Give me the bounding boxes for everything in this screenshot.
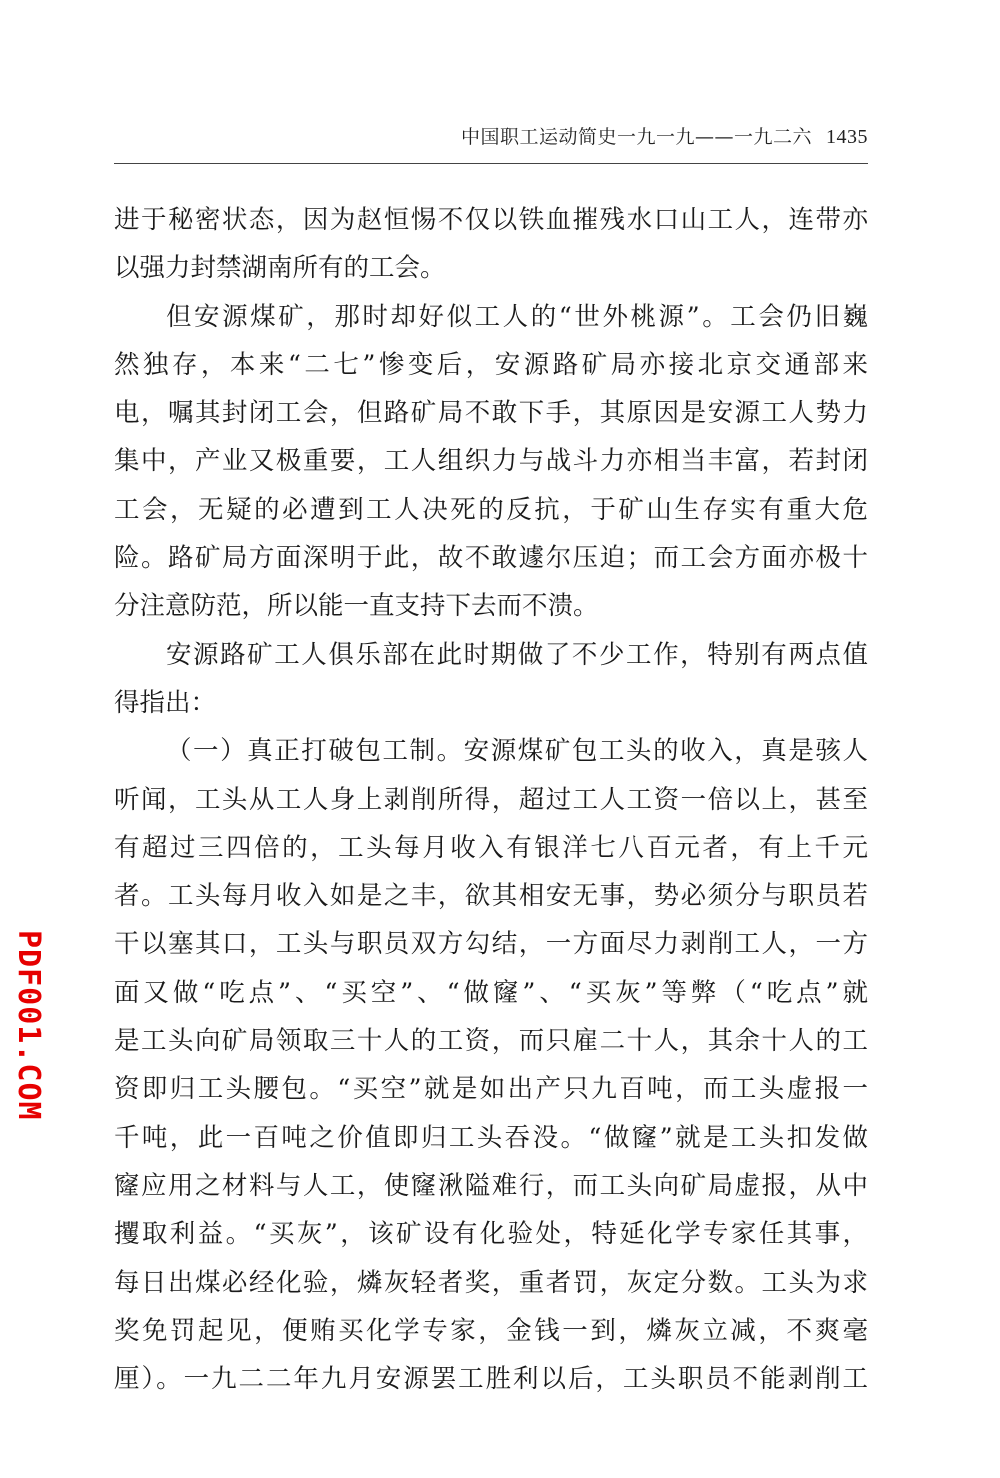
text-line-20: 千吨，此一百吨之价值即归工头吞没。“做窿”就是工头扣发做: [114, 1122, 868, 1153]
page-number: 1435: [826, 126, 868, 148]
text-line-11: 得指出：: [114, 687, 217, 718]
running-header: [114, 122, 868, 152]
text-line-2: 以强力封禁湖南所有的工会。: [114, 253, 446, 284]
text-line-22: 攫取利益。“买灰”，该矿设有化验处，特延化学专家任其事，: [114, 1219, 868, 1250]
text-line-5: 电，嘱其封闭工会，但路矿局不敢下手，其原因是安源工人势力: [114, 398, 868, 429]
text-line-6: 集中，产业又极重要，工人组织力与战斗力亦相当丰富，若封闭: [114, 446, 868, 477]
text-line-18: 是工头向矿局领取三十人的工资，而只雇二十人，其余十人的工: [114, 1026, 868, 1057]
text-line-19: 资即归工头腰包。“买空”就是如出产只九百吨，而工头虚报一: [114, 1074, 868, 1105]
text-line-9: 分注意防范，所以能一直支持下去而不溃。: [114, 591, 599, 622]
text-line-1: 进于秘密状态，因为赵恒惕不仅以铁血摧残水口山工人，连带亦: [114, 205, 868, 235]
header-rule: [114, 163, 868, 164]
text-line-14: 有超过三四倍的，工头每月收入有银洋七八百元者，有上千元: [114, 832, 868, 863]
watermark-logo: PDF001.COM: [11, 930, 46, 1121]
text-line-25: 厘）。一九二二年九月安源罢工胜利以后，工头职员不能剥削工: [114, 1364, 868, 1395]
text-line-16: 干以塞其口，工头与职员双方勾结，一方面尽力剥削工人，一方: [114, 929, 868, 960]
text-line-17: 面又做“吃点”、“买空”、“做窿”、“买灰”等弊（“吃点”就: [114, 977, 868, 1008]
text-line-13: 听闻，工头从工人身上剥削所得，超过工人工资一倍以上，甚至: [114, 784, 868, 815]
text-line-12: （一）真正打破包工制。安源煤矿包工头的收入，真是骇人: [166, 736, 868, 767]
text-line-24: 奖免罚起见，便贿买化学专家，金钱一到，燐灰立减，不爽毫: [114, 1315, 868, 1346]
text-line-7: 工会，无疑的必遭到工人决死的反抗，于矿山生存实有重大危: [114, 494, 868, 525]
text-line-23: 每日出煤必经化验，燐灰轻者奖，重者罚，灰定分数。工头为求: [114, 1267, 868, 1298]
text-line-3: 但安源煤矿，那时却好似工人的“世外桃源”。工会仍旧巍: [166, 301, 868, 332]
text-line-4: 然独存，本来“二七”惨变后，安源路矿局亦接北京交通部来: [114, 349, 868, 380]
text-line-10: 安源路矿工人俱乐部在此时期做了不少工作，特别有两点值: [166, 639, 868, 670]
text-line-15: 者。工头每月收入如是之丰，欲其相安无事，势必须分与职员若: [114, 881, 868, 912]
header-title: 中国职工运动简史一九一九——一九二六: [460, 126, 812, 148]
text-line-21: 窿应用之材料与人工，使窿湫隘难行，而工头向矿局虚报，从中: [114, 1170, 868, 1201]
body-text: [114, 196, 868, 1403]
text-line-8: 险。路矿局方面深明于此，故不敢遽尔压迫；而工会方面亦极十: [114, 543, 868, 574]
